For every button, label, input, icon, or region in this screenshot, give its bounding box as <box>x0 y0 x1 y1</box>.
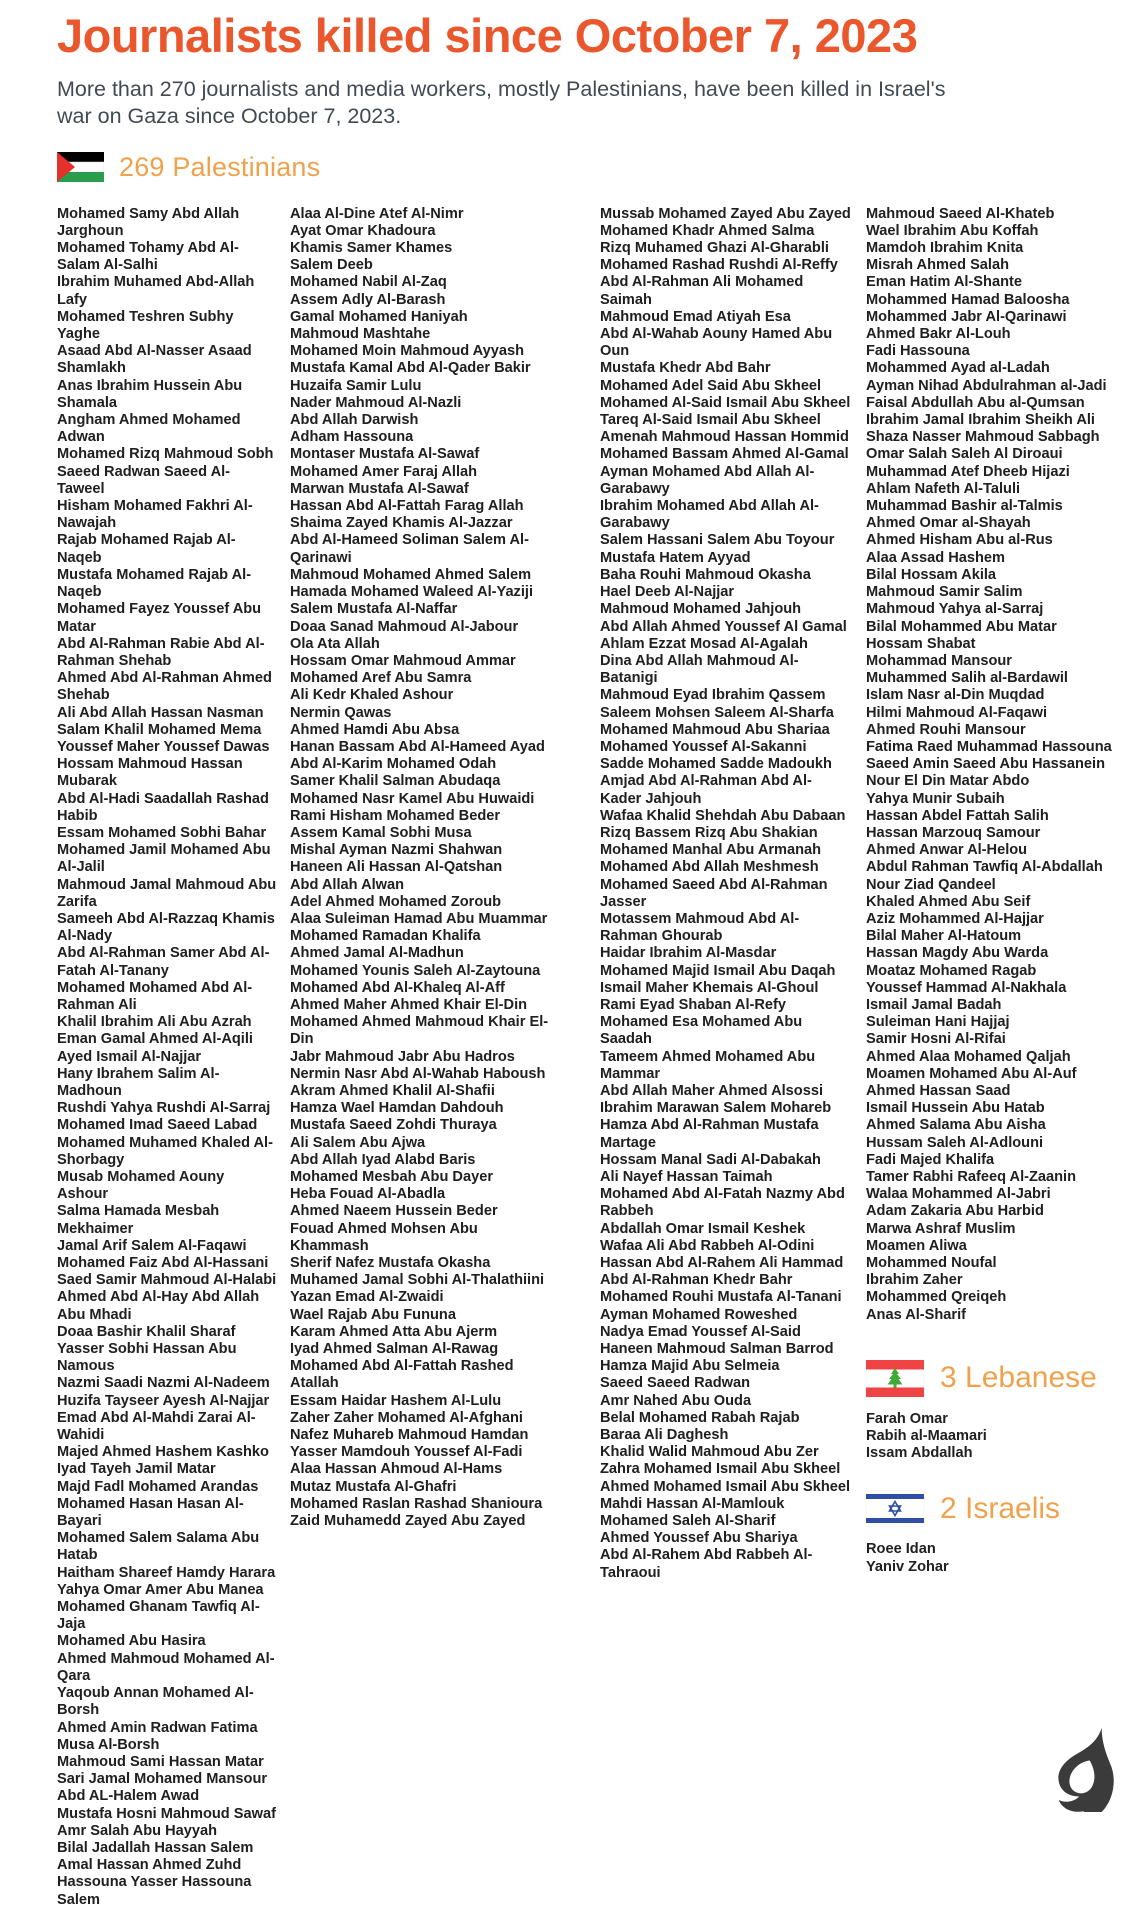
person-name: Nadya Emad Youssef Al-Said <box>600 1323 801 1340</box>
person-name: Hossam Mahmoud Hassan Mubarak <box>57 756 243 790</box>
person-name: Ali Nayef Hassan Taimah <box>600 1169 773 1185</box>
person-name: Amr Salah Abu Hayyah <box>57 1822 218 1839</box>
person-name: Ibrahim Zaher <box>866 1272 963 1289</box>
person-name: Mahmoud Eyad Ibrahim Qassem <box>600 687 826 704</box>
person-name: Salma Hamada Mesbah Mekhaimer <box>57 1203 220 1237</box>
person-name: Jamal Arif Salem Al-Faqawi <box>57 1237 247 1254</box>
person-name: Mohamed Salem Salama Abu Hatab <box>57 1530 260 1564</box>
person-name: Khalil Ibrahim Ali Abu Azrah <box>57 1014 252 1031</box>
person-name: Mohamed Ramadan Khalifa <box>290 928 481 945</box>
person-name: Hael Deeb Al-Najjar <box>600 584 735 601</box>
person-name: Mahdi Hassan Al-Mamlouk <box>600 1495 785 1512</box>
person-name: Amal Hassan Ahmed Zuhd <box>57 1857 242 1874</box>
person-name: Mustafa Mohamed Rajab Al-Naqeb <box>57 566 252 601</box>
person-name: Alaa Al-Dine Atef Al-Nimr <box>290 205 464 222</box>
person-name: Assem Kamal Sobhi Musa <box>290 824 472 841</box>
person-name: Ahmed Anwar Al-Helou <box>866 842 1028 859</box>
person-name: Rami Hisham Mohamed Beder <box>290 807 501 824</box>
person-name: Hassan Marzouq Samour <box>866 824 1041 841</box>
person-name: Ismail Hussein Abu Hatab <box>866 1100 1045 1117</box>
person-name: Ahmed Maher Ahmed Khair El-Din <box>290 996 528 1013</box>
person-name: Mohamed Esa Mohamed Abu Saadah <box>600 1014 803 1048</box>
person-name: Mohamed Nabil Al-Zaq <box>290 274 447 291</box>
person-name: Wafaa Khalid Shehdah Abu Dabaan <box>600 807 846 824</box>
person-name: Ahmed Salama Abu Aisha <box>866 1117 1046 1134</box>
person-name: Saeed Saeed Radwan <box>600 1375 751 1392</box>
person-name: Ayat Omar Khadoura <box>290 222 436 239</box>
person-name: Essam Haidar Hashem Al-Lulu <box>290 1392 502 1409</box>
names-column-3 <box>600 206 866 1909</box>
person-name: Fadi Hassouna <box>866 343 970 360</box>
person-name: Abd Al-Rahman Samer Abd Al-Fatah Al-Tanany <box>57 945 270 979</box>
person-name: Mahmoud Mohamed Ahmed Salem <box>290 566 532 583</box>
person-name: Moamen Mohamed Abu Al-Auf <box>866 1065 1077 1082</box>
person-name: Ahmed Bakr Al-Louh <box>866 326 1011 343</box>
israelis-count-label: 2 Israelis <box>940 1491 1061 1525</box>
person-name: Ibrahim Jamal Ibrahim Sheikh Ali <box>866 412 1095 429</box>
person-name: Ahmed Mohamed Ismail Abu Skheel <box>600 1478 851 1495</box>
person-name: Mohamed Samy Abd Allah Jarghoun <box>57 205 240 239</box>
lebanese-section <box>866 1360 1113 1463</box>
person-name: Mohamed Youssef Al-Sakanni <box>600 738 807 755</box>
person-name: Wafaa Ali Abd Rabbeh Al-Odini <box>600 1237 815 1254</box>
person-name: Yasser Sobhi Hassan Abu Namous <box>57 1341 237 1375</box>
person-name: Nafez Muhareb Mahmoud Hamdan <box>290 1427 529 1444</box>
person-name: Rizq Bassem Rizq Abu Shakian <box>600 824 818 841</box>
person-name: Abd Al-Hadi Saadallah Rashad Habib <box>57 790 269 824</box>
al-jazeera-logo <box>1038 1726 1124 1812</box>
person-name: Wael Ibrahim Abu Koffah <box>866 222 1039 239</box>
person-name: Yazan Emad Al-Zwaidi <box>290 1289 444 1306</box>
person-name: Gamal Mohamed Haniyah <box>290 308 468 325</box>
person-name: Tareq Al-Said Ismail Abu Skheel <box>600 412 821 429</box>
person-name: Mustafa Hosni Mahmoud Sawaf <box>57 1805 276 1822</box>
person-name: Majed Ahmed Hashem Kashko <box>57 1444 269 1461</box>
person-name: Wael Rajab Abu Fununa <box>290 1306 456 1323</box>
person-name: Mahmoud Saeed Al-Khateb <box>866 205 1055 222</box>
person-name: Mohamed Abu Hasira <box>57 1633 206 1650</box>
person-name: Doaa Sanad Mahmoud Al-Jabour <box>290 618 519 635</box>
person-name: Mohammad Mansour <box>866 652 1012 669</box>
person-name: Mustafa Hatem Ayyad <box>600 549 751 566</box>
person-name: Muhammad Atef Dheeb Hijazi <box>866 463 1070 480</box>
person-name: Alaa Suleiman Hamad Abu Muammar <box>290 910 548 927</box>
person-name: Shaza Nasser Mahmoud Sabbagh <box>866 429 1100 446</box>
person-name: Heba Fouad Al-Abadla <box>290 1186 446 1203</box>
person-name: Ahmed Abd Al-Hay Abd Allah Abu Mhadi <box>57 1289 260 1323</box>
person-name: Fouad Ahmed Mohsen Abu Khammash <box>290 1220 478 1254</box>
person-name: Ayman Mohamed Roweshed <box>600 1306 798 1323</box>
person-name: Abd Allah Ahmed Youssef Al Gamal <box>600 618 847 635</box>
person-name: Mohamed Faiz Abd Al-Hassani <box>57 1255 269 1272</box>
person-name: Iyad Ahmed Salman Al-Rawag <box>290 1341 499 1358</box>
person-name: Amjad Abd Al-Rahman Abd Al-Kader Jahjouh <box>600 773 812 807</box>
person-name: Rizq Muhamed Ghazi Al-Gharabli <box>600 240 829 257</box>
person-name: Abd Al-Hameed Soliman Salem Al-Qarinawi <box>290 532 529 566</box>
person-name: Mohamed Raslan Rashad Shanioura <box>290 1495 543 1512</box>
person-name: Baha Rouhi Mahmoud Okasha <box>600 566 811 583</box>
person-name: Nermin Qawas <box>290 704 392 721</box>
lebanese-count-label: 3 Lebanese <box>940 1361 1097 1395</box>
person-name: Rami Eyad Shaban Al-Refy <box>600 996 786 1013</box>
person-name: Iyad Tayeh Jamil Matar <box>57 1461 216 1478</box>
person-name: Marwa Ashraf Muslim <box>866 1220 1016 1237</box>
person-name: Tamer Rabhi Rafeeq Al-Zaanin <box>866 1169 1077 1185</box>
person-name: Roee Idan <box>866 1541 936 1558</box>
person-name: Muhammad Bashir al-Talmis <box>866 498 1063 515</box>
person-name: Mohamed Saleh Al-Sharif <box>600 1513 776 1530</box>
person-name: Ahmed Jamal Al-Madhun <box>290 945 464 962</box>
person-name: Ahmed Rouhi Mansour <box>866 721 1026 738</box>
person-name: Mohamed Saeed Abd Al-Rahman Jasser <box>600 876 828 910</box>
person-name: Shaima Zayed Khamis Al-Jazzar <box>290 515 513 532</box>
person-name: Samir Hosni Al-Rifai <box>866 1031 1006 1048</box>
person-name: Adel Ahmed Mohamed Zoroub <box>290 893 502 910</box>
person-name: Mustafa Kamal Abd Al-Qader Bakir <box>290 360 531 377</box>
person-name: Huzaifa Samir Lulu <box>290 377 422 394</box>
person-name: Mohamed Adel Said Abu Skheel <box>600 377 822 394</box>
person-name: Mohamed Khadr Ahmed Salma <box>600 222 815 239</box>
person-name: Ahmed Alaa Mohamed Qaljah <box>866 1048 1071 1065</box>
person-name: Hamza Majid Abu Selmeia <box>600 1358 780 1375</box>
person-name: Ibrahim Muhamed Abd-Allah Lafy <box>57 274 255 308</box>
person-name: Youssef Maher Youssef Dawas <box>57 738 270 755</box>
page-title: Journalists killed since October 7, 2023 <box>57 9 918 62</box>
person-name: Eman Hatim Al-Shante <box>866 274 1022 291</box>
person-name: Emad Abd Al-Mahdi Zarai Al-Wahidi <box>57 1409 256 1444</box>
person-name: Mohamed Teshren Subhy Yaghe <box>57 308 234 343</box>
israelis-names-list <box>866 1541 1113 1575</box>
person-name: Mohamed Abd Al-Fattah Rashed Atallah <box>290 1358 514 1392</box>
person-name: Nour El Din Matar Abdo <box>866 773 1030 790</box>
person-name: Nader Mahmoud Al-Nazli <box>290 394 462 411</box>
person-name: Ayed Ismail Al-Najjar <box>57 1048 202 1065</box>
names-column-2 <box>290 206 600 1909</box>
person-name: Mahmoud Yahya al-Sarraj <box>866 601 1044 618</box>
person-name: Ismail Maher Khemais Al-Ghoul <box>600 979 819 996</box>
person-name: Mohamed Rouhi Mustafa Al-Tanani <box>600 1289 842 1306</box>
person-name: Abd Allah Darwish <box>290 412 419 429</box>
person-name: Ahmed Abd Al-Rahman Ahmed Shehab <box>57 670 272 704</box>
person-name: Anas Al-Sharif <box>866 1306 967 1323</box>
person-name: Alaa Hassan Ahmoud Al-Hams <box>290 1461 503 1478</box>
person-name: Salem Deeb <box>290 257 373 274</box>
israelis-section <box>866 1490 1113 1575</box>
person-name: Salem Hassani Salem Abu Toyour <box>600 532 835 549</box>
person-name: Mohamed Al-Said Ismail Abu Skheel <box>600 394 851 411</box>
person-name: Haneen Ali Hassan Al-Qatshan <box>290 859 503 876</box>
person-name: Doaa Bashir Khalil Sharaf <box>57 1323 236 1340</box>
person-name: Hassan Abdel Fattah Salih <box>866 807 1049 824</box>
person-name: Mohammed Noufal <box>866 1255 997 1272</box>
person-name: Ibrahim Mohamed Abd Allah Al-Garabawy <box>600 498 819 532</box>
person-name: Nermin Nasr Abd Al-Wahab Haboush <box>290 1065 546 1082</box>
person-name: Nazmi Saadi Nazmi Al-Nadeem <box>57 1375 270 1392</box>
person-name: Mutaz Mustafa Al-Ghafri <box>290 1478 457 1495</box>
person-name: Ahmed Hamdi Abu Absa <box>290 721 460 738</box>
person-name: Essam Mohamed Sobhi Bahar <box>57 824 267 841</box>
person-name: Mohamed Majid Ismail Abu Daqah <box>600 962 836 979</box>
person-name: Ismail Jamal Badah <box>866 996 1002 1013</box>
person-name: Mustafa Khedr Abd Bahr <box>600 360 771 377</box>
person-name: Hisham Mohamed Fakhri Al-Nawajah <box>57 498 253 532</box>
person-name: Mohamed Abd Al-Fatah Nazmy Abd Rabbeh <box>600 1186 845 1220</box>
person-name: Mahmoud Mohamed Jahjouh <box>600 601 802 618</box>
person-name: Abd Al-Wahab Aouny Hamed Abu Oun <box>600 326 833 360</box>
person-name: Salem Mustafa Al-Naffar <box>290 601 458 618</box>
person-name: Mohamed Fayez Youssef Abu Matar <box>57 601 262 635</box>
person-name: Nour Ziad Qandeel <box>866 876 996 893</box>
person-name: Motassem Mahmoud Abd Al-Rahman Ghourab <box>600 910 800 945</box>
person-name: Abd Al-Rahman Ali Mohamed Saimah <box>600 274 804 308</box>
person-name: Ola Ata Allah <box>290 635 380 652</box>
person-name: Mohamed Hasan Hasan Al-Bayari <box>57 1495 244 1530</box>
person-name: Muhamed Jamal Sobhi Al-Thalathiini <box>290 1272 545 1289</box>
person-name: Abdallah Omar Ismail Keshek <box>600 1220 806 1237</box>
person-name: Zaher Zaher Mohamed Al-Afghani <box>290 1409 523 1426</box>
person-name: Walaa Mohammed Al-Jabri <box>866 1186 1051 1203</box>
person-name: Ahlam Ezzat Mosad Al-Agalah <box>600 635 808 652</box>
person-name: Mohamed Rizq Mahmoud Sobh <box>57 446 274 463</box>
person-name: Ahmed Naeem Hussein Beder <box>290 1203 498 1220</box>
person-name: Mohammed Hamad Baloosha <box>866 291 1070 308</box>
person-name: Eman Gamal Ahmed Al-Aqili <box>57 1031 253 1048</box>
person-name: Abd Allah Alwan <box>290 876 405 893</box>
person-name: Asaad Abd Al-Nasser Asaad Shamlakh <box>57 343 252 377</box>
person-name: Ayman Mohamed Abd Allah Al-Garabawy <box>600 463 815 497</box>
person-name: Abd Al-Rahem Abd Rabbeh Al-Tahraoui <box>600 1547 813 1581</box>
person-name: Mohamed Tohamy Abd Al-Salam Al-Salhi <box>57 240 239 274</box>
person-name: Anas Ibrahim Hussein Abu Shamala <box>57 377 243 411</box>
person-name: Hassouna Yasser Hassouna Salem <box>57 1874 252 1908</box>
person-name: Rajab Mohamed Rajab Al-Naqeb <box>57 532 236 566</box>
person-name: Hussam Saleh Al-Adlouni <box>866 1134 1044 1151</box>
person-name: Mohamed Mahmoud Abu Shariaa <box>600 721 830 738</box>
person-name: Amr Nahed Abu Ouda <box>600 1392 752 1409</box>
person-name: Hossam Shabat <box>866 635 976 652</box>
person-name: Angham Ahmed Mohamed Adwan <box>57 412 241 446</box>
person-name: Haitham Shareef Hamdy Harara <box>57 1564 276 1581</box>
person-name: Moataz Mohamed Ragab <box>866 962 1037 979</box>
person-name: Bilal Maher Al-Hatoum <box>866 928 1022 945</box>
person-name: Mishal Ayman Nazmi Shahwan <box>290 842 503 859</box>
person-name: Ayman Nihad Abdulrahman al-Jadi <box>866 377 1107 394</box>
person-name: Yahya Munir Subaih <box>866 790 1005 807</box>
person-name: Mohamed Mohamed Abd Al-Rahman Ali <box>57 979 253 1013</box>
palestine-flag-icon <box>57 152 104 182</box>
person-name: Baraa Ali Daghesh <box>600 1427 729 1444</box>
person-name: Jabr Mahmoud Jabr Abu Hadros <box>290 1048 515 1065</box>
person-name: Karam Ahmed Atta Abu Ajerm <box>290 1323 498 1340</box>
person-name: Yasser Mamdouh Youssef Al-Fadi <box>290 1444 523 1461</box>
person-name: Abd Al-Rahman Khedr Bahr <box>600 1272 793 1289</box>
person-name: Misrah Ahmed Salah <box>866 257 1010 274</box>
person-name: Abd Al-Karim Mohamed Odah <box>290 756 497 773</box>
person-name: Saeed Radwan Saeed Al-Taweel <box>57 463 231 497</box>
person-name: Ahmed Amin Radwan Fatima <box>57 1719 258 1736</box>
person-name: Mohamed Abd Allah Meshmesh <box>600 859 819 876</box>
person-name: Mohamed Abd Al-Khaleq Al-Aff <box>290 979 505 996</box>
person-name: Suleiman Hani Hajjaj <box>866 1014 1010 1031</box>
person-name: Mohamed Moin Mahmoud Ayyash <box>290 343 525 360</box>
person-name: Bilal Jadallah Hassan Salem <box>57 1839 254 1856</box>
person-name: Hany Ibrahem Salim Al-Madhoun <box>57 1065 220 1099</box>
lebanon-flag-icon <box>866 1360 924 1397</box>
person-name: Mohamed Bassam Ahmed Al-Gamal <box>600 446 849 463</box>
person-name: Marwan Mustafa Al-Sawaf <box>290 480 469 497</box>
person-name: Salam Khalil Mohamed Mema <box>57 721 262 738</box>
person-name: Mohamed Ahmed Mahmoud Khair El-Din <box>290 1014 549 1048</box>
person-name: Ahmed Hassan Saad <box>866 1082 1011 1099</box>
person-name: Saleem Mohsen Saleem Al-Sharfa <box>600 704 834 721</box>
person-name: Abdul Rahman Tawfiq Al-Abdallah <box>866 859 1103 876</box>
person-name: Mohamed Manhal Abu Armanah <box>600 842 822 859</box>
person-name: Musab Mohamed Aouny Ashour <box>57 1169 225 1203</box>
person-name: Haneen Mahmoud Salman Barrod <box>600 1341 834 1358</box>
person-name: Hassan Magdy Abu Warda <box>866 945 1049 962</box>
names-column-4-list <box>866 206 1113 1324</box>
person-name: Alaa Assad Hashem <box>866 549 1005 566</box>
person-name: Saeed Amin Saeed Abu Hassanein <box>866 756 1105 773</box>
person-name: Sari Jamal Mohamed Mansour <box>57 1771 268 1788</box>
person-name: Yahya Omar Amer Abu Manea <box>57 1581 264 1598</box>
person-name: Ali Kedr Khaled Ashour <box>290 687 454 704</box>
person-name: Bilal Mohammed Abu Matar <box>866 618 1057 635</box>
person-name: Hassan Abd Al-Fattah Farag Allah <box>290 498 524 515</box>
person-name: Mohammed Qreiqeh <box>866 1289 1007 1306</box>
person-name: Omar Salah Saleh Al Diroaui <box>866 446 1063 463</box>
person-name: Hossam Manal Sadi Al-Dabakah <box>600 1151 821 1168</box>
person-name: Mahmoud Jamal Mahmoud Abu Zarifa <box>57 876 277 910</box>
person-name: Faisal Abdullah Abu al-Qumsan <box>866 394 1085 411</box>
person-name: Mamdoh Ibrahim Knita <box>866 240 1024 257</box>
person-name: Yaniv Zohar <box>866 1558 949 1575</box>
person-name: Mohammed Ayad al-Ladah <box>866 360 1050 377</box>
person-name: Ahlam Nafeth Al-Taluli <box>866 480 1021 497</box>
person-name: Khaled Ahmed Abu Seif <box>866 893 1031 910</box>
person-name: Ahmed Youssef Abu Shariya <box>600 1530 798 1547</box>
person-name: Hossam Omar Mahmoud Ammar <box>290 652 516 669</box>
person-name: Mustafa Saeed Zohdi Thuraya <box>290 1117 497 1134</box>
person-name: Ali Salem Abu Ajwa <box>290 1134 426 1151</box>
subtitle: More than 270 journalists and media workers, mostly Palestinians, have been killed in Israel's war on Gaza since October 7, 2023. <box>57 76 946 129</box>
person-name: Farah Omar <box>866 1410 948 1427</box>
person-name: Belal Mohamed Rabah Rajab <box>600 1409 800 1426</box>
person-name: Islam Nasr al-Din Muqdad <box>866 687 1045 704</box>
person-name: Rushdi Yahya Rushdi Al-Sarraj <box>57 1100 271 1117</box>
names-columns <box>57 206 1145 1909</box>
person-name: Hassan Abd Al-Rahem Ali Hammad <box>600 1255 844 1272</box>
person-name: Ali Abd Allah Hassan Nasman <box>57 704 264 721</box>
person-name: Ahmed Mahmoud Mohamed Al-Qara <box>57 1650 275 1684</box>
names-column-4 <box>866 206 1116 1909</box>
person-name: Mohamed Imad Saeed Labad <box>57 1117 258 1134</box>
person-name: Dina Abd Allah Mahmoud Al-Batanigi <box>600 652 799 687</box>
person-name: Mohamed Jamil Mohamed Abu Al-Jalil <box>57 842 271 876</box>
lebanese-names-list <box>866 1411 1113 1463</box>
person-name: Mohamed Aref Abu Samra <box>290 670 472 687</box>
israel-flag-icon <box>866 1490 924 1527</box>
person-name: Abd Al-Rahman Rabie Abd Al-Rahman Shehab <box>57 635 265 669</box>
person-name: Ibrahim Marawan Salem Mohareb <box>600 1100 832 1117</box>
person-name: Mohamed Rashad Rushdi Al-Reffy <box>600 257 838 274</box>
person-name: Sadde Mohamed Sadde Madoukh <box>600 756 832 773</box>
person-name: Rabih al-Maamari <box>866 1428 987 1445</box>
names-column-1 <box>57 206 290 1909</box>
israelis-section-header <box>866 1490 1113 1527</box>
person-name: Hamza Abd Al-Rahman Mustafa Martage <box>600 1117 819 1151</box>
person-name: Adham Hassouna <box>290 429 414 446</box>
person-name: Mohamed Mesbah Abu Dayer <box>290 1169 494 1185</box>
person-name: Hanan Bassam Abd Al-Hameed Ayad <box>290 738 545 755</box>
person-name: Mohamed Younis Saleh Al-Zaytouna <box>290 962 541 979</box>
person-name: Zaid Muhamedd Zayed Abu Zayed <box>290 1513 526 1530</box>
person-name: Hamada Mohamed Waleed Al-Yaziji <box>290 584 534 601</box>
person-name: Mahmoud Emad Atiyah Esa <box>600 308 791 325</box>
person-name: Amenah Mahmoud Hassan Hommid <box>600 429 849 446</box>
person-name: Majd Fadl Mohamed Arandas <box>57 1478 259 1495</box>
person-name: Youssef Hammad Al-Nakhala <box>866 979 1067 996</box>
person-name: Khamis Samer Khames <box>290 240 453 257</box>
person-name: Yaqoub Annan Mohamed Al-Borsh <box>57 1685 254 1719</box>
person-name: Montaser Mustafa Al-Sawaf <box>290 446 480 463</box>
person-name: Bilal Hossam Akila <box>866 566 997 583</box>
palestinians-section-header <box>57 152 1145 183</box>
person-name: Mussab Mohamed Zayed Abu Zayed <box>600 205 851 222</box>
person-name: Mahmoud Samir Salim <box>866 584 1023 601</box>
person-name: Mohamed Amer Faraj Allah <box>290 463 478 480</box>
person-name: Ahmed Omar al-Shayah <box>866 515 1031 532</box>
person-name: Zahra Mohamed Ismail Abu Skheel <box>600 1461 841 1478</box>
person-name: Khalid Walid Mahmoud Abu Zer <box>600 1444 819 1461</box>
person-name: Fadi Majed Khalifa <box>866 1151 995 1168</box>
person-name: Samer Khalil Salman Abudaqa <box>290 773 501 790</box>
person-name: Tameem Ahmed Mohamed Abu Mammar <box>600 1048 816 1082</box>
person-name: Huzifa Tayseer Ayesh Al-Najjar <box>57 1392 270 1409</box>
person-name: Sherif Nafez Mustafa Okasha <box>290 1255 491 1272</box>
person-name: Mohammed Jabr Al-Qarinawi <box>866 308 1067 325</box>
person-name: Akram Ahmed Khalil Al-Shafii <box>290 1082 495 1099</box>
person-name: Mohamed Ghanam Tawfiq Al-Jaja <box>57 1599 260 1633</box>
person-name: Haidar Ibrahim Al-Masdar <box>600 945 777 962</box>
person-name: Sameeh Abd Al-Razzaq Khamis Al-Nady <box>57 910 275 945</box>
person-name: Adam Zakaria Abu Harbid <box>866 1203 1044 1220</box>
person-name: Abd AL-Halem Awad <box>57 1788 200 1805</box>
palestinians-count-label: 269 Palestinians <box>119 151 321 182</box>
person-name: Mahmoud Sami Hassan Matar <box>57 1753 264 1770</box>
person-name: Assem Adly Al-Barash <box>290 291 446 308</box>
person-name: Abd Allah Iyad Alabd Baris <box>290 1151 476 1168</box>
person-name: Musa Al-Borsh <box>57 1736 160 1753</box>
person-name: Hilmi Mahmoud Al-Faqawi <box>866 704 1048 721</box>
person-name: Saed Samir Mahmoud Al-Halabi <box>57 1272 277 1289</box>
person-name: Ahmed Hisham Abu al-Rus <box>866 532 1053 549</box>
person-name: Mohamed Nasr Kamel Abu Huwaidi <box>290 790 535 807</box>
person-name: Moamen Aliwa <box>866 1237 967 1254</box>
person-name: Muhammed Salih al-Bardawil <box>866 670 1068 687</box>
person-name: Hamza Wael Hamdan Dahdouh <box>290 1100 504 1117</box>
person-name: Abd Allah Maher Ahmed Alsossi <box>600 1082 823 1099</box>
person-name: Mahmoud Mashtahe <box>290 326 431 343</box>
person-name: Mohamed Muhamed Khaled Al-Shorbagy <box>57 1134 273 1168</box>
person-name: Issam Abdallah <box>866 1445 973 1462</box>
lebanese-section-header <box>866 1360 1113 1397</box>
person-name: Aziz Mohammed Al-Hajjar <box>866 910 1044 927</box>
person-name: Fatima Raed Muhammad Hassouna <box>866 738 1112 755</box>
